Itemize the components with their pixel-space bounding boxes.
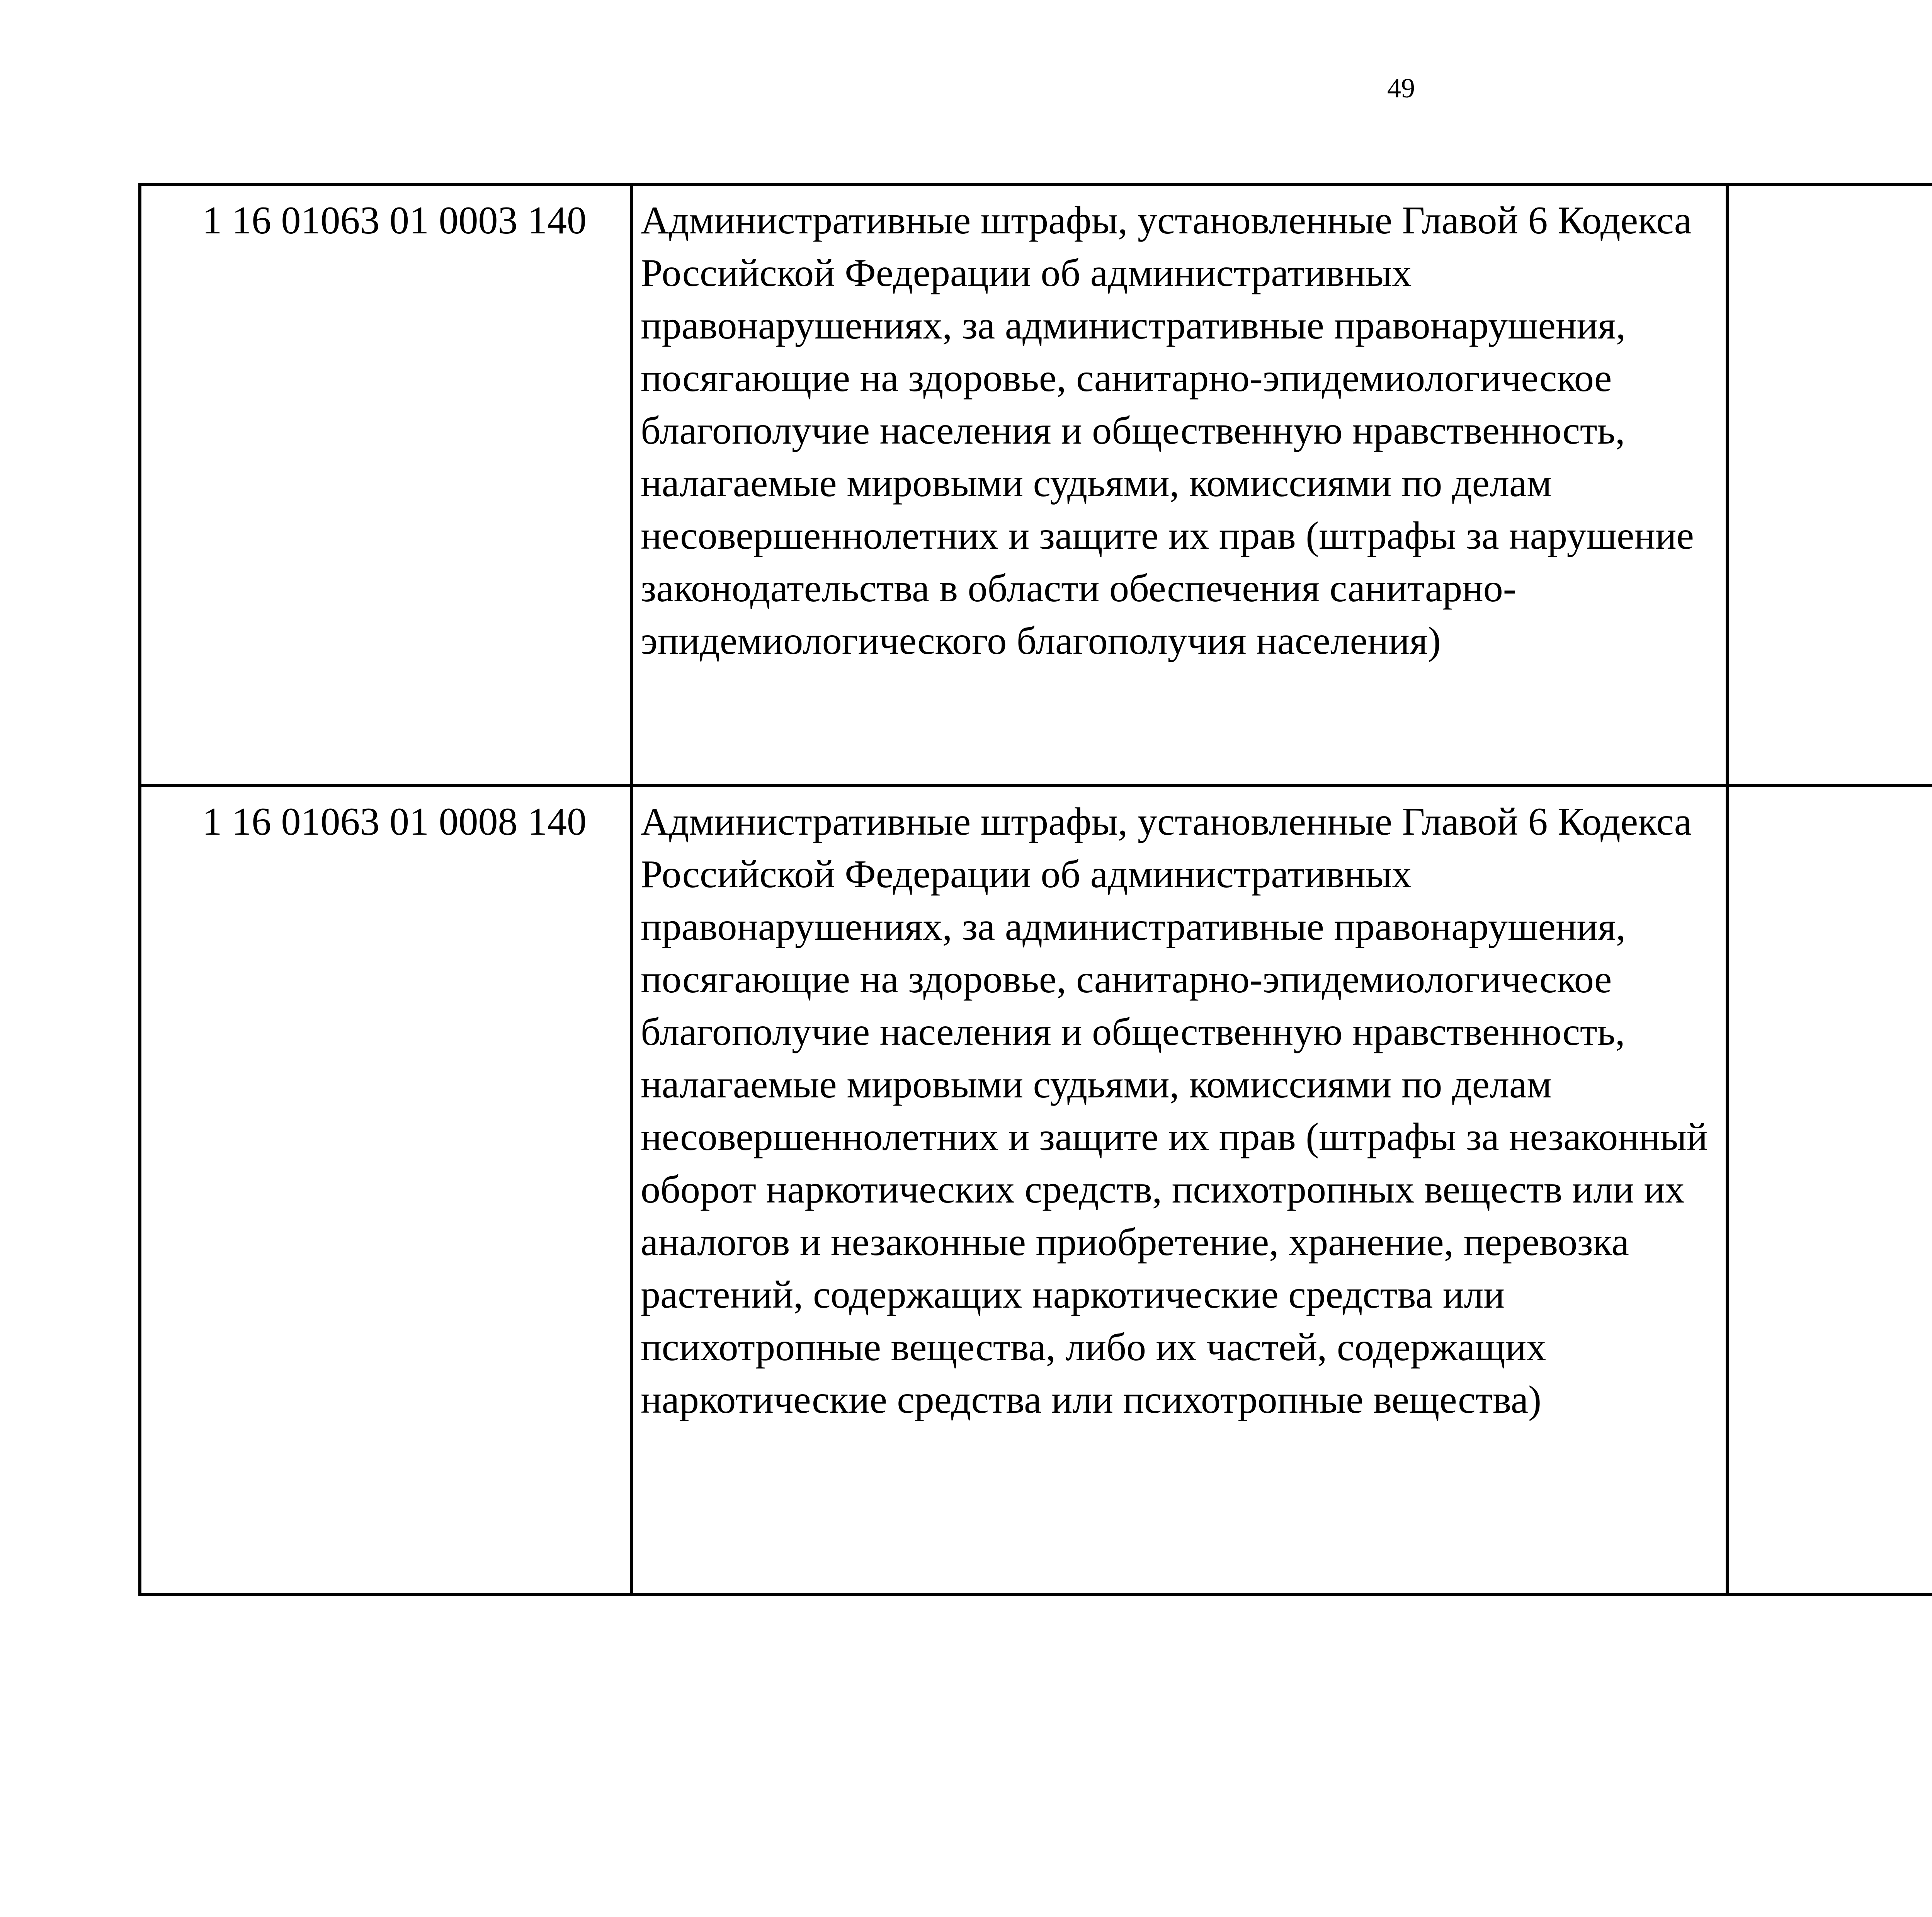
revenue-description: Административные штрафы, установленные Главой 6 Кодекса Российской Федерации об административных правонарушениях, за административные правонарушения, посягающие на здоровье, санитарно-эпидемиологическое благополучие населения и общественную нравственность, налагаемые мировыми судьями, комиссиями по делам несовершеннолетних и защите их прав (штрафы за незаконный оборот наркотических средств, психотропных веществ или их аналогов и незаконные приобретение, хранение, перевозка растений, содержащих наркотические средства или психотропные вещества, либо их частей, содержащих наркотические средства или психотропные вещества)	[631, 786, 1727, 1594]
revenue-description: Административные штрафы, установленные Главой 6 Кодекса Российской Федерации об административных правонарушениях, за административные правонарушения, посягающие на здоровье, санитарно-эпидемиологическое благополучие населения и общественную нравственность, налагаемые мировыми судьями, комиссиями по делам несовершеннолетних и защите их прав (штрафы за нарушение законодательства в области обеспечения санитарно-эпидемиологического благополучия населения)	[631, 184, 1727, 786]
table-row	[140, 184, 1932, 786]
table-row	[140, 786, 1932, 1594]
budget-classification-code: 1 16 01063 01 0003 140	[140, 184, 631, 786]
amount-year-1	[1727, 184, 1932, 786]
budget-classification-code: 1 16 01063 01 0008 140	[140, 786, 631, 1594]
budget-revenue-table	[138, 183, 1932, 1596]
page-number: 49	[1387, 73, 1415, 104]
amount-year-1	[1727, 786, 1932, 1594]
